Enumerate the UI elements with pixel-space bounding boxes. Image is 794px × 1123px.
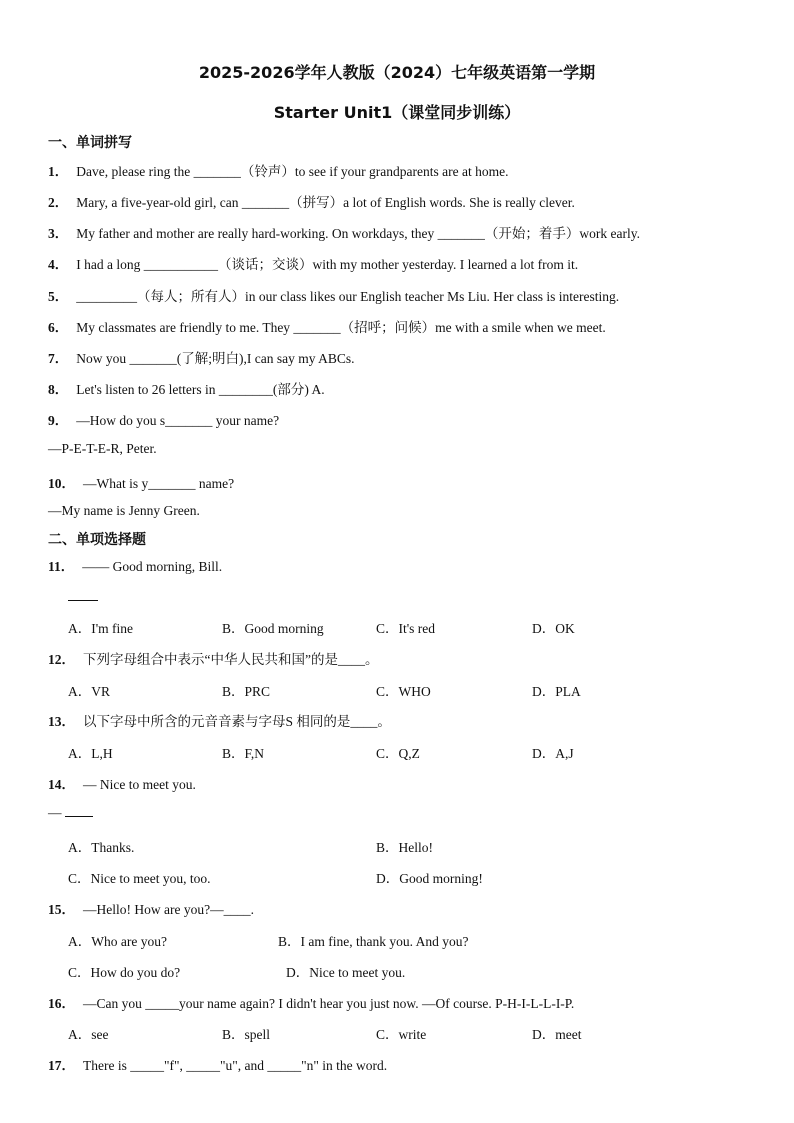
option-d: D．PLA [532, 684, 581, 699]
question-number: 4． [48, 257, 69, 272]
question-number: 2． [48, 195, 69, 210]
question-number: 5． [48, 289, 69, 304]
question-14 [48, 773, 196, 793]
answer-blank [68, 600, 98, 601]
option-d: D．Good morning! [376, 871, 483, 886]
question-text: Let's listen to 26 letters in ________(部分) A. [76, 382, 325, 397]
question-text: My classmates are friendly to me. They _______（招呼；问候）me with a smile when we meet. [76, 320, 606, 335]
question-number: 17． [48, 1058, 75, 1073]
question-14-reply [48, 805, 93, 821]
question-number: 16． [48, 996, 75, 1011]
option-d: D．meet [532, 1027, 582, 1042]
question-text: —Can you _____your name again? I didn't hear you just now. —Of course. P-H-I-L-L-I-P. [83, 996, 575, 1011]
page-title: 2025-2026学年人教版（2024）七年级英语第一学期 [198, 63, 596, 82]
option-a: A．I'm fine [68, 621, 134, 636]
question-5 [48, 285, 619, 305]
option-b: B．spell [222, 1027, 271, 1042]
option-c: C．How do you do? [68, 965, 181, 980]
option-b: B．PRC [222, 684, 271, 699]
question-8 [48, 378, 325, 398]
question-text: I had a long ___________（谈话；交谈）with my mother yesterday. I learned a lot from it. [76, 257, 579, 272]
option-d: D．A,J [532, 746, 574, 761]
option-c: C．Q,Z [376, 746, 420, 761]
section-heading-choice: 二、单项选择题 [48, 532, 146, 548]
question-number: 7． [48, 351, 69, 366]
question-1 [48, 160, 509, 180]
question-number: 13． [48, 714, 75, 729]
question-15 [48, 898, 254, 918]
question-text: 以下字母中所含的元音音素与字母S 相同的是____。 [83, 714, 391, 729]
option-c: C．It's red [376, 621, 436, 636]
question-12 [48, 648, 378, 668]
option-a: A．Thanks. [68, 840, 135, 855]
option-b: B．I am fine, thank you. And you? [278, 934, 469, 949]
question-10-reply: —My name is Jenny Green. [48, 503, 200, 518]
question-number: 12． [48, 652, 75, 667]
question-text: _________（每人；所有人）in our class likes our English teacher Ms Liu. Her class is interesting. [76, 289, 620, 304]
option-c: C．Nice to meet you, too. [68, 871, 211, 886]
question-9-reply: —P-E-T-E-R, Peter. [48, 441, 157, 456]
question-17 [48, 1054, 387, 1074]
question-text: —Hello! How are you?—____. [83, 902, 254, 917]
section-heading-spelling: 一、单词拼写 [48, 135, 132, 151]
option-c: C．write [376, 1027, 427, 1042]
question-4 [48, 253, 578, 273]
option-a: A．VR [68, 684, 111, 699]
question-3 [48, 222, 640, 242]
question-text: 下列字母组合中表示“中华人民共和国”的是____。 [83, 652, 379, 667]
question-number: 8． [48, 382, 69, 397]
question-11 [48, 555, 222, 575]
option-b: B．F,N [222, 746, 265, 761]
question-text: — Nice to meet you. [83, 777, 196, 792]
question-7 [48, 347, 354, 367]
question-6 [48, 316, 606, 336]
question-number: 9． [48, 413, 69, 428]
question-text: My father and mother are really hard-working. On workdays, they _______（开始；着手）work early. [76, 226, 640, 241]
question-number: 1． [48, 164, 69, 179]
option-d: D．OK [532, 621, 575, 636]
option-c: C．WHO [376, 684, 431, 699]
question-text: Mary, a five-year-old girl, can _______（拼写）a lot of English words. She is really clever. [76, 195, 575, 210]
question-number: 14． [48, 777, 75, 792]
option-b: B．Good morning [222, 621, 324, 636]
option-a: A．see [68, 1027, 109, 1042]
question-9 [48, 409, 279, 429]
question-number: 6． [48, 320, 69, 335]
option-d: D．Nice to meet you. [286, 965, 406, 980]
question-text: —— Good morning, Bill. [82, 559, 223, 574]
question-text: There is _____"f", _____"u", and _____"n" in the word. [83, 1058, 388, 1073]
question-13 [48, 710, 391, 730]
reply-dash: — [48, 805, 62, 820]
question-text: —What is y_______ name? [83, 476, 235, 491]
question-text: —How do you s_______ your name? [76, 413, 280, 428]
option-a: A．Who are you? [68, 934, 167, 949]
question-number: 3． [48, 226, 69, 241]
question-number: 10． [48, 476, 75, 491]
question-2 [48, 191, 575, 211]
option-b: B．Hello! [376, 840, 433, 855]
question-text: Dave, please ring the _______（铃声）to see if your grandparents are at home. [76, 164, 509, 179]
answer-blank [65, 815, 93, 817]
question-text: Now you _______(了解;明白),I can say my ABCs. [76, 351, 355, 366]
page-subtitle: Starter Unit1（课堂同步训练） [273, 103, 521, 122]
question-number: 15． [48, 902, 75, 917]
question-10 [48, 472, 234, 492]
question-16 [48, 992, 574, 1012]
option-a: A．L,H [68, 746, 113, 761]
question-number: 11． [48, 559, 75, 574]
